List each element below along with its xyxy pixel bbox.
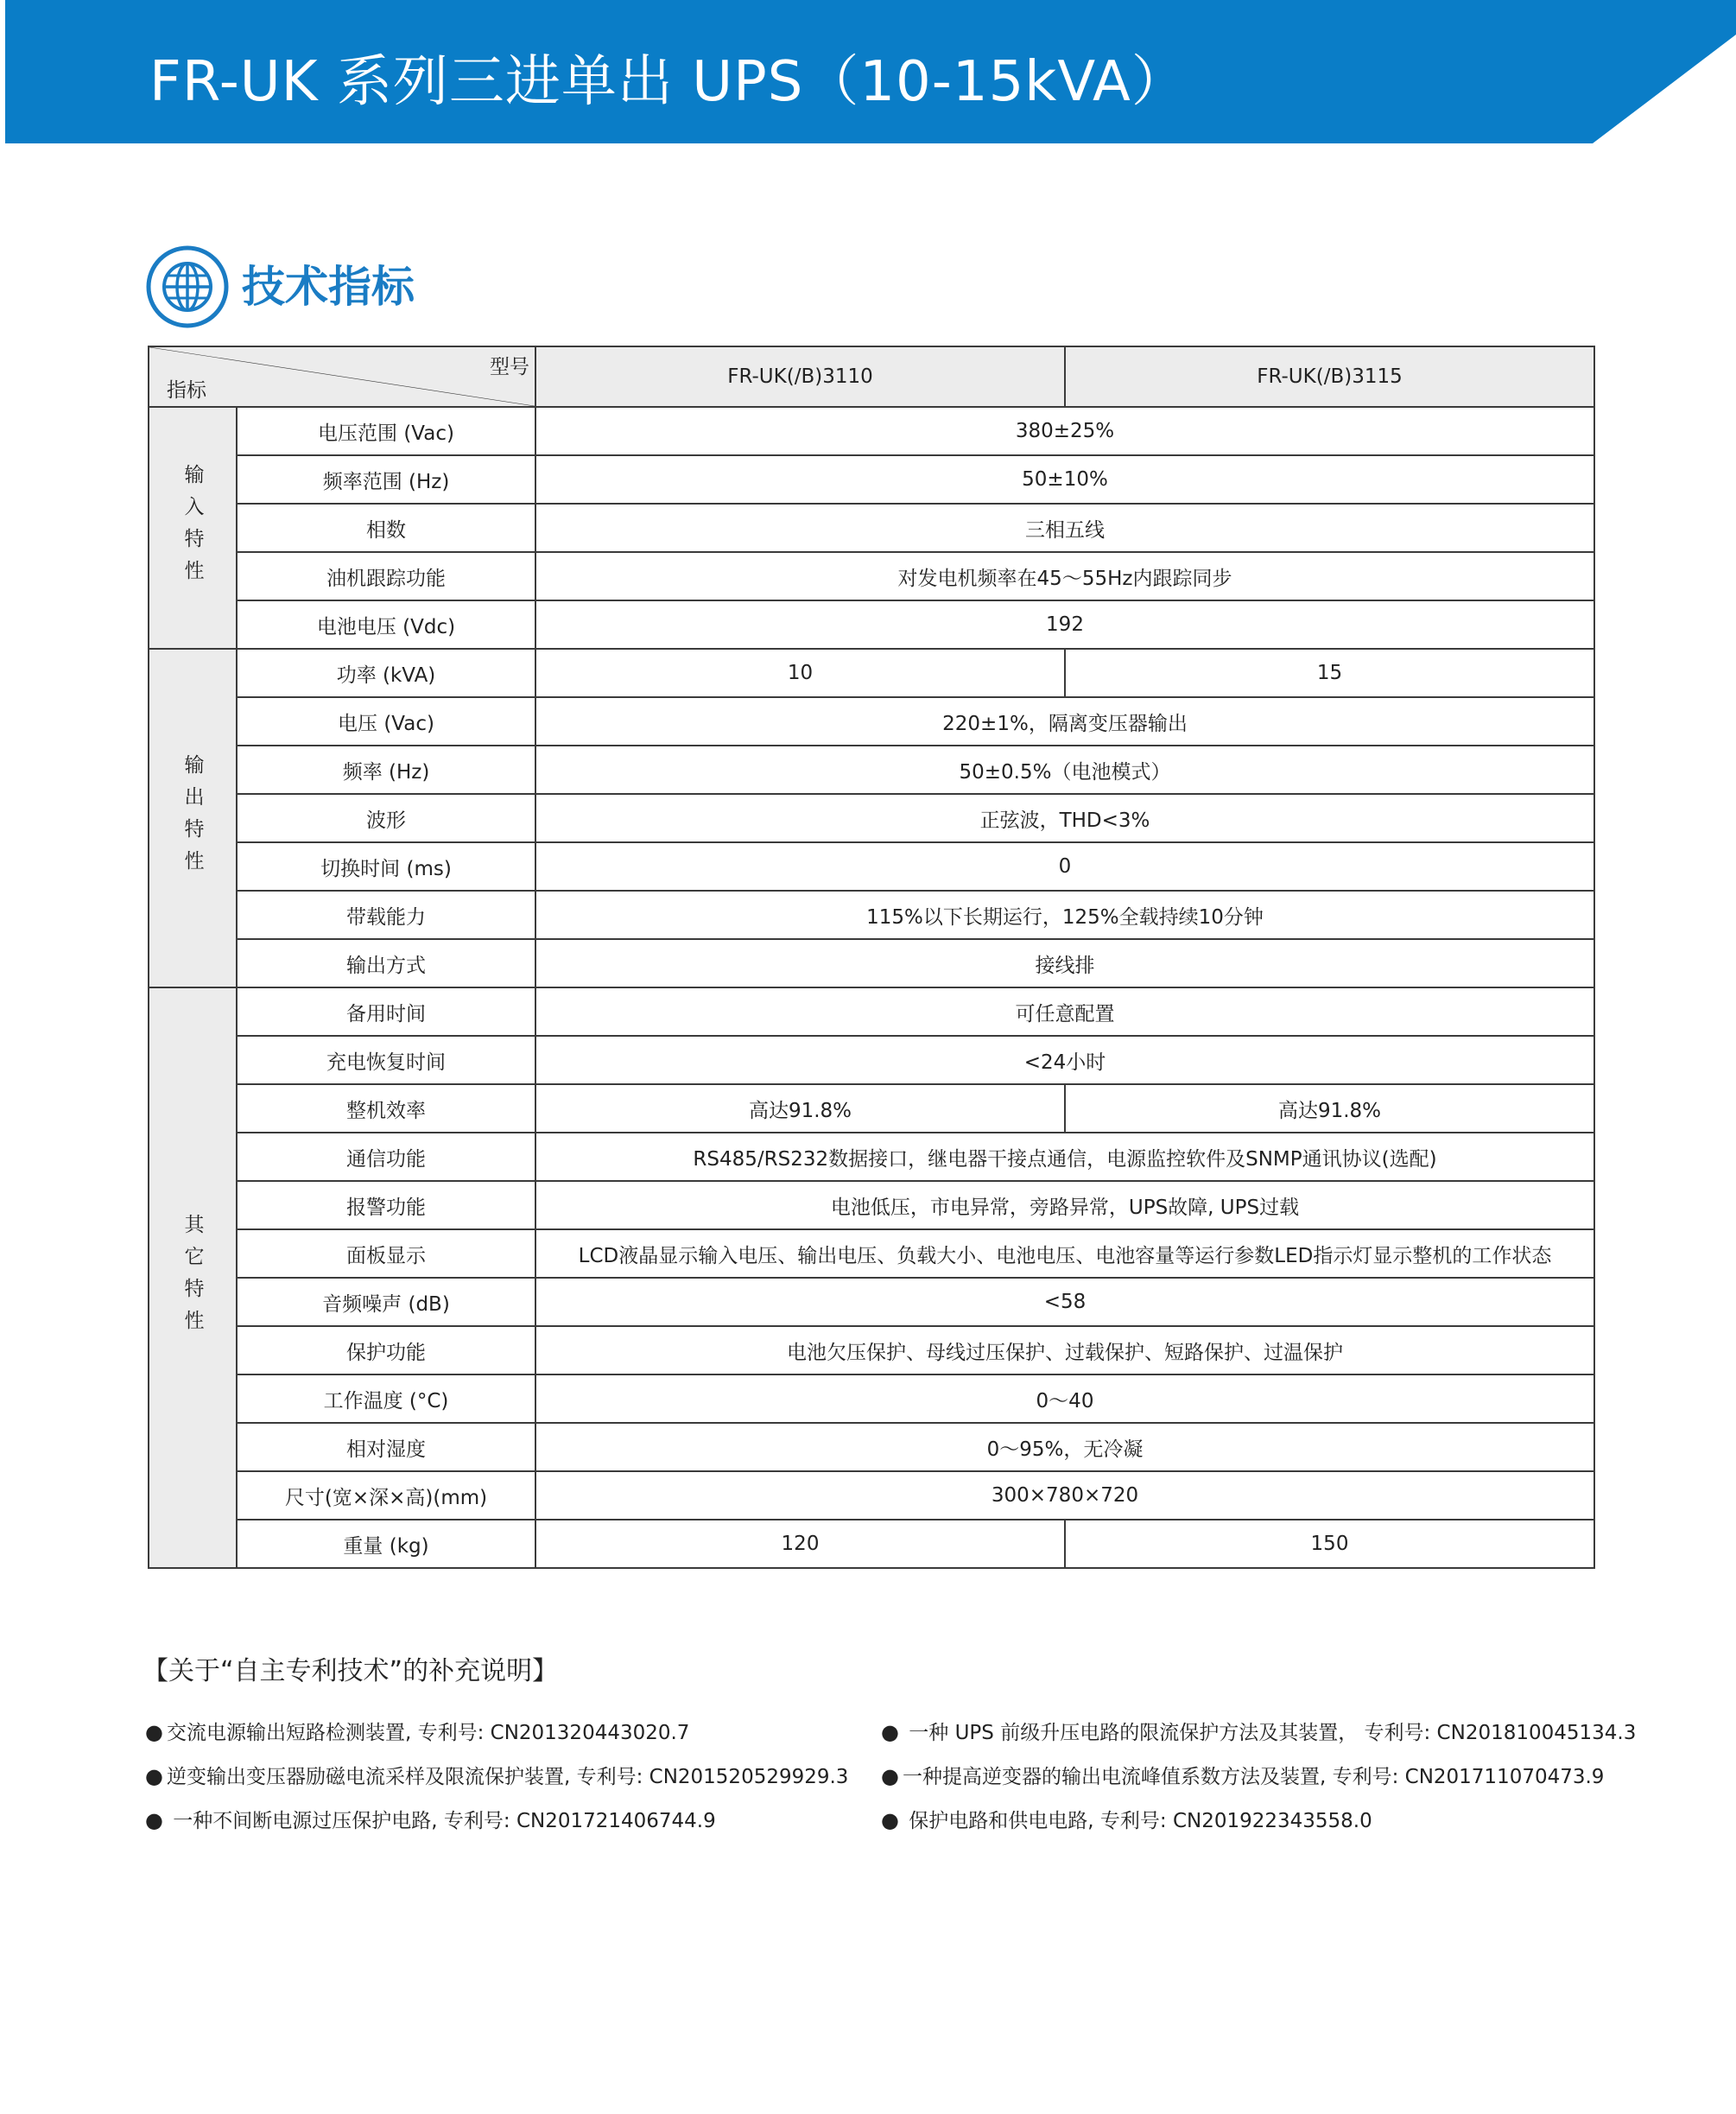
row-value: 接线排 bbox=[535, 939, 1594, 987]
table-row bbox=[149, 697, 1594, 746]
row-value: 300×780×720 bbox=[535, 1471, 1594, 1520]
row-label: 充电恢复时间 bbox=[237, 1036, 535, 1084]
table-header-row bbox=[149, 346, 1594, 407]
row-value: 三相五线 bbox=[535, 504, 1594, 552]
row-value: 380±25% bbox=[535, 407, 1594, 455]
table-row bbox=[149, 891, 1594, 939]
row-value: 50±0.5%（电池模式） bbox=[535, 746, 1594, 794]
patent-note-text: 一种不间断电源过压保护电路, 专利号: CN201721406744.9 bbox=[166, 1810, 716, 1832]
table-row bbox=[149, 1374, 1594, 1423]
row-label: 频率 (Hz) bbox=[237, 746, 535, 794]
spec-table bbox=[148, 346, 1595, 1569]
patent-note-text: 保护电路和供电电路, 专利号: CN201922343558.0 bbox=[902, 1810, 1372, 1832]
patent-note-text: 一种提高逆变器的输出电流峰值系数方法及装置, 专利号: CN201711070473.9 bbox=[902, 1766, 1605, 1788]
row-value: 220±1%，隔离变压器输出 bbox=[535, 697, 1594, 746]
table-row bbox=[149, 504, 1594, 552]
bullet-icon: ● bbox=[145, 1720, 163, 1744]
row-value: 115%以下长期运行，125%全载持续10分钟 bbox=[535, 891, 1594, 939]
patent-note bbox=[881, 1715, 1636, 1749]
row-value-model-1: 高达91.8% bbox=[535, 1084, 1065, 1133]
corner-cell bbox=[149, 346, 535, 407]
row-label: 报警功能 bbox=[237, 1181, 535, 1229]
table-row bbox=[149, 552, 1594, 600]
row-value: 50±10% bbox=[535, 455, 1594, 504]
table-row bbox=[149, 1133, 1594, 1181]
corner-label-model: 型号 bbox=[490, 356, 529, 378]
diagonal-line bbox=[149, 347, 535, 406]
row-label: 工作温度 (°C) bbox=[237, 1374, 535, 1423]
row-value: 0～40 bbox=[535, 1374, 1594, 1423]
patent-note-text: 一种 UPS 前级升压电路的限流保护方法及其装置， 专利号: CN201810045134.3 bbox=[902, 1722, 1637, 1744]
patent-note-text: 逆变输出变压器励磁电流采样及限流保护装置, 专利号: CN201520529929.3 bbox=[166, 1766, 849, 1788]
group-label-input: 输入特性 bbox=[149, 407, 237, 649]
row-label: 频率范围 (Hz) bbox=[237, 455, 535, 504]
row-label: 通信功能 bbox=[237, 1133, 535, 1181]
row-value: 电池欠压保护、母线过压保护、过载保护、短路保护、过温保护 bbox=[535, 1326, 1594, 1374]
row-value: 可任意配置 bbox=[535, 987, 1594, 1036]
row-value: 0 bbox=[535, 842, 1594, 891]
bullet-icon: ● bbox=[881, 1764, 899, 1788]
table-row bbox=[149, 794, 1594, 842]
header-banner bbox=[5, 0, 1736, 143]
table-row bbox=[149, 1229, 1594, 1278]
row-label: 电压 (Vac) bbox=[237, 697, 535, 746]
row-value: 电池低压，市电异常，旁路异常，UPS故障, UPS过载 bbox=[535, 1181, 1594, 1229]
table-row bbox=[149, 649, 1594, 697]
row-label: 切换时间 (ms) bbox=[237, 842, 535, 891]
table-row bbox=[149, 939, 1594, 987]
row-label: 电池电压 (Vdc) bbox=[237, 600, 535, 649]
model-header: FR-UK(/B)3110 bbox=[535, 346, 1065, 407]
patent-note-text: 交流电源输出短路检测装置, 专利号: CN201320443020.7 bbox=[166, 1722, 690, 1744]
row-value-model-2: 150 bbox=[1065, 1520, 1594, 1568]
row-value-model-1: 120 bbox=[535, 1520, 1065, 1568]
table-row bbox=[149, 1036, 1594, 1084]
row-value: LCD液晶显示输入电压、输出电压、负载大小、电池电压、电池容量等运行参数LED指示灯显示整机的工作状态 bbox=[535, 1229, 1594, 1278]
row-label: 整机效率 bbox=[237, 1084, 535, 1133]
table-row bbox=[149, 600, 1594, 649]
row-value: 对发电机频率在45～55Hz内跟踪同步 bbox=[535, 552, 1594, 600]
patent-note bbox=[145, 1715, 689, 1749]
row-value: <58 bbox=[535, 1278, 1594, 1326]
table-row bbox=[149, 1181, 1594, 1229]
table-row bbox=[149, 407, 1594, 455]
page-title: FR-UK 系列三进单出 UPS（10-15kVA） bbox=[149, 50, 1188, 114]
row-value-model-1: 10 bbox=[535, 649, 1065, 697]
row-label: 波形 bbox=[237, 794, 535, 842]
row-label: 油机跟踪功能 bbox=[237, 552, 535, 600]
row-label: 带载能力 bbox=[237, 891, 535, 939]
table-row bbox=[149, 842, 1594, 891]
table-row bbox=[149, 746, 1594, 794]
row-label: 电压范围 (Vac) bbox=[237, 407, 535, 455]
row-value-model-2: 15 bbox=[1065, 649, 1594, 697]
bullet-icon: ● bbox=[881, 1808, 899, 1832]
row-label: 音频噪声 (dB) bbox=[237, 1278, 535, 1326]
row-value: 0～95%，无冷凝 bbox=[535, 1423, 1594, 1471]
row-value: RS485/RS232数据接口，继电器干接点通信，电源监控软件及SNMP通讯协议(选配) bbox=[535, 1133, 1594, 1181]
bullet-icon: ● bbox=[145, 1764, 163, 1788]
bullet-icon: ● bbox=[145, 1808, 163, 1832]
group-label-other: 其它特性 bbox=[149, 987, 237, 1568]
table-row bbox=[149, 1520, 1594, 1568]
row-value: 正弦波，THD<3% bbox=[535, 794, 1594, 842]
table-row bbox=[149, 1423, 1594, 1471]
patent-note bbox=[145, 1759, 848, 1793]
row-value-model-2: 高达91.8% bbox=[1065, 1084, 1594, 1133]
patent-note bbox=[881, 1803, 1372, 1838]
row-value: <24小时 bbox=[535, 1036, 1594, 1084]
globe-icon bbox=[145, 244, 230, 329]
row-label: 相数 bbox=[237, 504, 535, 552]
model-header: FR-UK(/B)3115 bbox=[1065, 346, 1594, 407]
patent-note bbox=[145, 1803, 716, 1838]
row-label: 备用时间 bbox=[237, 987, 535, 1036]
table-row bbox=[149, 1471, 1594, 1520]
patent-note bbox=[881, 1759, 1604, 1793]
section-title: 技术指标 bbox=[242, 262, 415, 312]
table-row bbox=[149, 455, 1594, 504]
row-label: 相对湿度 bbox=[237, 1423, 535, 1471]
table-row bbox=[149, 987, 1594, 1036]
corner-label-spec: 指标 bbox=[167, 379, 206, 402]
table-row bbox=[149, 1084, 1594, 1133]
row-label: 功率 (kVA) bbox=[237, 649, 535, 697]
group-label-output: 输出特性 bbox=[149, 649, 237, 987]
row-label: 输出方式 bbox=[237, 939, 535, 987]
notes-title: 【关于“自主专利技术”的补充说明】 bbox=[143, 1656, 559, 1686]
bullet-icon: ● bbox=[881, 1720, 899, 1744]
row-label: 保护功能 bbox=[237, 1326, 535, 1374]
table-row bbox=[149, 1326, 1594, 1374]
row-label: 重量 (kg) bbox=[237, 1520, 535, 1568]
row-label: 尺寸(宽×深×高)(mm) bbox=[237, 1471, 535, 1520]
table-row bbox=[149, 1278, 1594, 1326]
row-label: 面板显示 bbox=[237, 1229, 535, 1278]
row-value: 192 bbox=[535, 600, 1594, 649]
